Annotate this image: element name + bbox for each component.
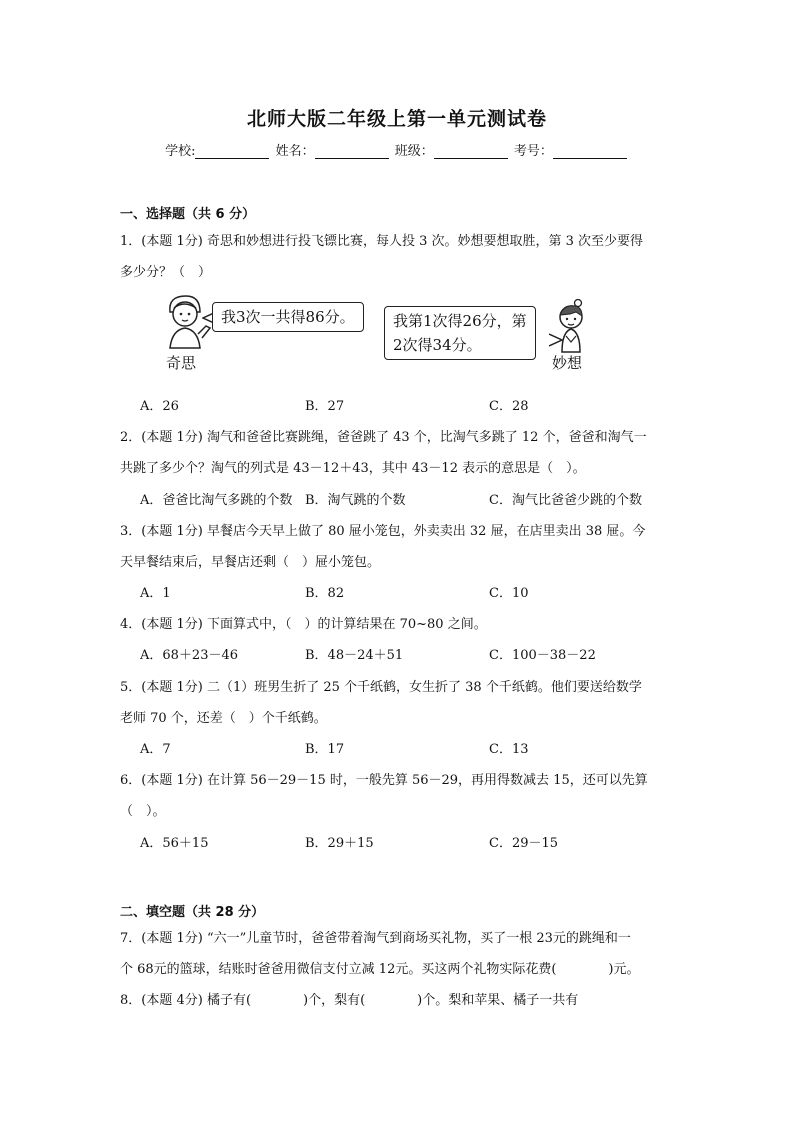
question-5-line-2: 老师 70 个，还差（ ）个千纸鹤。 <box>120 711 327 726</box>
q1-option-a[interactable]: A．26 <box>140 399 179 414</box>
girl-miaoxiang-figure-icon <box>554 298 590 354</box>
class-blank[interactable] <box>434 144 508 159</box>
q4-option-c[interactable]: C．100－38－22 <box>489 648 596 663</box>
question-6-line-2: （ ）。 <box>120 804 166 819</box>
bubble-line-2: 2次得34分。 <box>393 336 482 354</box>
q3-option-c[interactable]: C．10 <box>489 586 529 601</box>
question-1-line-1: 1．(本题 1分) 奇思和妙想进行投飞镖比赛，每人投 3 次。妙想要想取胜，第 3 次至少要得 <box>120 234 644 249</box>
speech-bubble-qisi: 我3次一共得86分。 <box>212 302 364 332</box>
question-4-line-1: 4．(本题 1分) 下面算式中，（ ）的计算结果在 70~80 之间。 <box>120 617 487 632</box>
exam-number-blank[interactable] <box>553 144 627 159</box>
section-heading-choice: 一、选择题（共 6 分） <box>120 207 256 222</box>
question-7-line-2: 个 68元的篮球，结账时爸爸用微信支付立减 12元。买这两个礼物实际花费( )元。 <box>120 962 640 977</box>
q3-option-b[interactable]: B．82 <box>305 586 345 601</box>
q4-option-b[interactable]: B．48－24＋51 <box>305 648 404 663</box>
q2-option-b[interactable]: B．淘气跳的个数 <box>305 493 406 508</box>
question-8-line-1: 8．(本题 4分) 橘子有( )个，梨有( )个。梨和苹果、橘子一共有 <box>120 993 579 1008</box>
q1-option-c[interactable]: C．28 <box>489 399 529 414</box>
q5-option-b[interactable]: B．17 <box>305 742 345 757</box>
school-label: 学校: <box>165 144 196 159</box>
caption-miaoxiang: 妙想 <box>552 354 583 372</box>
exam-number-label: 考号： <box>513 144 553 159</box>
name-blank[interactable] <box>315 144 389 159</box>
bubble-line-1: 我第1次得26分，第 <box>393 312 527 330</box>
question-3-line-2: 天早餐结束后，早餐店还剩（ ）屉小笼包。 <box>120 555 381 570</box>
question-6-line-1: 6．(本题 1分) 在计算 56－29－15 时，一般先算 56－29，再用得数减去 15，还可以先算 <box>120 773 648 788</box>
q5-option-c[interactable]: C．13 <box>489 742 529 757</box>
q6-option-c[interactable]: C．29－15 <box>489 836 559 851</box>
page-title: 北师大版二年级上第一单元测试卷 <box>246 108 547 130</box>
q2-option-c[interactable]: C．淘气比爸爸少跳的个数 <box>489 493 642 508</box>
question-1-line-2: 多少分？（ ） <box>120 265 212 280</box>
speech-bubble-miaoxiang <box>384 306 536 360</box>
name-label: 姓名： <box>275 144 315 159</box>
q4-option-a[interactable]: A．68＋23－46 <box>140 648 239 663</box>
question-3-line-1: 3．(本题 1分) 早餐店今天早上做了 80 屉小笼包，外卖卖出 32 屉，在店里卖出 38 屉。今 <box>120 524 646 539</box>
q6-option-b[interactable]: B．29＋15 <box>305 836 374 851</box>
question-7-line-1: 7．(本题 1分) “六一”儿童节时，爸爸带着淘气到商场买礼物，买了一根 23元的跳绳和一 <box>120 931 631 946</box>
q3-option-a[interactable]: A．1 <box>140 586 171 601</box>
section-heading-fill: 二、填空题（共 28 分） <box>120 905 265 920</box>
q5-option-a[interactable]: A．7 <box>140 742 171 757</box>
question-2-line-1: 2．(本题 1分) 淘气和爸爸比赛跳绳，爸爸跳了 43 个，比淘气多跳了 12 个，爸爸和淘气一 <box>120 430 647 445</box>
student-info <box>0 140 794 159</box>
q2-option-a[interactable]: A．爸爸比淘气多跳的个数 <box>140 493 293 508</box>
class-label: 班级： <box>394 144 434 159</box>
question-5-line-1: 5．(本题 1分) 二（1）班男生折了 25 个千纸鹤，女生折了 38 个千纸鹤。他们要送给数学 <box>120 680 642 695</box>
question-2-line-2: 共跳了多少个？淘气的列式是 43－12＋43，其中 43－12 表示的意思是（ ）。 <box>120 461 586 476</box>
q6-option-a[interactable]: A．56＋15 <box>140 836 209 851</box>
q1-option-b[interactable]: B．27 <box>305 399 345 414</box>
caption-qisi: 奇思 <box>166 354 197 372</box>
school-blank[interactable] <box>195 144 269 159</box>
